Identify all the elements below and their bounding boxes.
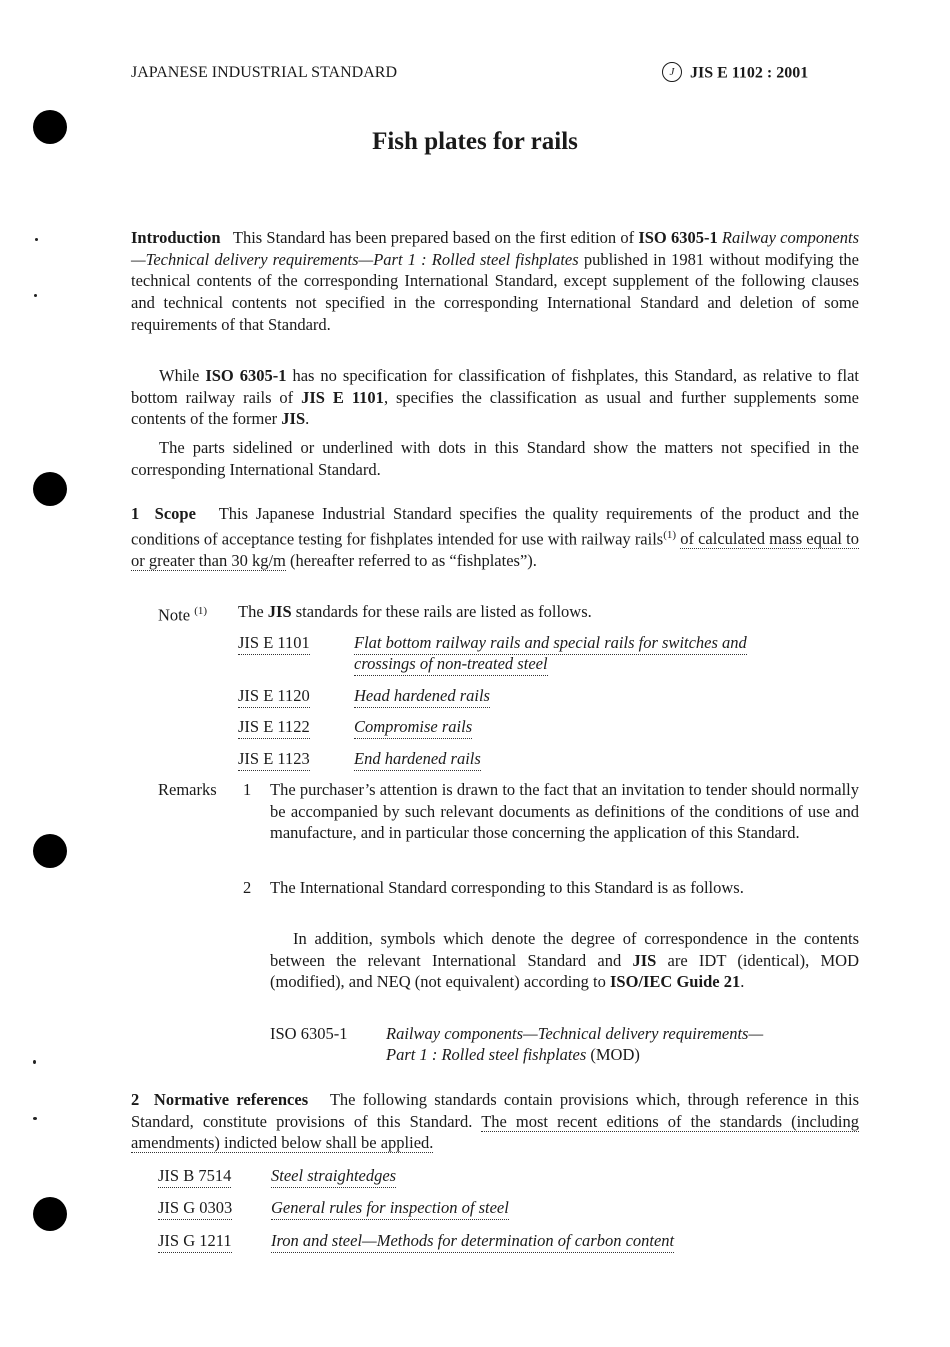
rail-standard-title: Head hardened rails (354, 685, 490, 708)
normative-ref-code: JIS B 7514 (158, 1165, 231, 1188)
jis-mark-icon: J (662, 62, 682, 82)
intro-text: published in 1981 without modifying the technical contents of the corresponding International Standard, except supplement of the following clauses and technical contents not specified in the corresponding International Standard and deletion of some requirements of that Standard. (131, 249, 859, 334)
intro-text: While (159, 366, 200, 385)
intro-label: Introduction (131, 228, 221, 247)
iso-standard-code: ISO 6305-1 (270, 1024, 348, 1043)
iso-title-part: Part 1 : Rolled steel fishplates (386, 1045, 587, 1064)
intro-paragraph-1 (131, 227, 859, 336)
intro-text: , specifies the classification as usual and further supplements some contents of the former (131, 387, 859, 429)
standard-type-header: JAPANESE INDUSTRIAL STANDARD (131, 64, 397, 81)
iso-ref: ISO 6305-1 (205, 366, 287, 385)
note-word: Note (158, 605, 191, 625)
scan-speck (35, 238, 38, 241)
jis-ref: JIS (267, 602, 292, 621)
remark-2-addition (270, 928, 859, 993)
remark-2-text: The International Standard corresponding to this Standard is as follows. (270, 878, 744, 897)
intro-text: . (305, 409, 310, 429)
iso-standard-title: Railway components—Technical delivery requirements— (386, 1024, 764, 1043)
rail-standard-code: JIS E 1122 (238, 716, 310, 739)
scope-number: 1 (131, 504, 140, 523)
note-reference: (1) (663, 528, 677, 541)
remarks-label: Remarks (158, 780, 217, 799)
normative-number: 2 (131, 1090, 140, 1109)
scan-speck (33, 1117, 37, 1120)
rail-standard-title: Flat bottom railway rails and special rails for switches and (354, 632, 747, 655)
intro-text: This Standard has been prepared based on the first edition of (232, 228, 635, 247)
normative-text: The following standards contain provisions which, through reference in this Standard, constitute provisions of this Standard. (131, 1090, 860, 1131)
rail-standard-code: JIS E 1123 (238, 748, 310, 771)
jis-ref: JIS (632, 950, 657, 970)
intro-paragraph-2 (131, 365, 859, 430)
intro-paragraph-3: The parts sidelined or underlined with dots in this Standard show the matters not specified in the corresponding International Standard. (131, 438, 859, 479)
scan-speck (34, 294, 37, 297)
scope-label: Scope (154, 504, 196, 523)
note-number: (1) (194, 605, 208, 617)
guide-ref: ISO/IEC Guide 21 (609, 972, 741, 992)
normative-ref-title: Steel straightedges (271, 1165, 396, 1188)
binder-hole (33, 1197, 67, 1231)
note-text-part: The (238, 602, 264, 621)
rail-standard-title-cont: crossings of non-treated steel (354, 653, 548, 676)
dotted-underline-text: of calculated mass equal to or greater than 30 kg/m (131, 529, 859, 570)
normative-ref-title: Iron and steel—Methods for determination of carbon content (271, 1230, 674, 1253)
scan-speck (33, 1060, 36, 1064)
iso-title: Railway components—Technical delivery requirements—Part 1 : Rolled steel fishplates (131, 228, 860, 269)
dotted-underline-text: The most recent editions of the standards (including amendments) indicted below shall be applied. (131, 1111, 859, 1153)
remark-text: are IDT (identical), MOD (modified), and NEQ (not equivalent) according to (270, 950, 859, 992)
iso-ref: ISO 6305-1 (638, 228, 718, 247)
remark-text: In addition, symbols which denote the degree of correspondence in the contents between the relevant International Standard and (270, 929, 859, 970)
note-text (238, 601, 859, 623)
scope-text: (hereafter referred to as “fishplates”). (290, 550, 537, 570)
standard-number: JIS E 1102 : 2001 (690, 64, 809, 82)
scope-paragraph (131, 503, 859, 572)
iso-standard-title-cont (386, 1044, 640, 1066)
rail-standard-code: JIS E 1101 (238, 632, 310, 655)
normative-ref-code: JIS G 1211 (158, 1230, 232, 1253)
jis-ref: JIS (281, 409, 306, 429)
normative-ref-code: JIS G 0303 (158, 1197, 232, 1220)
standard-number-header (662, 64, 808, 84)
rail-standard-code: JIS E 1120 (238, 685, 310, 708)
normative-label: Normative references (153, 1090, 309, 1109)
normative-ref-title: General rules for inspection of steel (271, 1197, 509, 1220)
normative-paragraph (131, 1089, 859, 1154)
correspondence-symbol: (MOD) (590, 1045, 640, 1064)
remark-text: . (740, 972, 745, 992)
remark-1-text: The purchaser’s attention is drawn to the fact that an invitation to tender should normally be accompanied by such relevant documents as definitions of the conditions of use and manufacture, and in particular those concerning the application of this Standard. (270, 780, 859, 843)
note-text-part: standards for these rails are listed as follows. (295, 602, 592, 621)
binder-hole (33, 834, 67, 868)
rail-standard-title: Compromise rails (354, 716, 472, 739)
remark-2-number: 2 (243, 878, 252, 897)
scope-text: This Japanese Industrial Standard specifies the quality requirements of the product and the conditions of acceptance testing for fishplates intended for use with railway rails (131, 504, 860, 549)
binder-hole (33, 472, 67, 506)
document-title: Fish plates for rails (372, 128, 578, 155)
intro-text: has no specification for classification of fishplates, this Standard, as relative to flat bottom railway rails of (131, 366, 860, 407)
rail-standard-title: End hardened rails (354, 748, 481, 771)
jis-ref: JIS E 1101 (301, 387, 384, 407)
remark-1-number: 1 (243, 780, 252, 799)
note-label (158, 601, 207, 626)
